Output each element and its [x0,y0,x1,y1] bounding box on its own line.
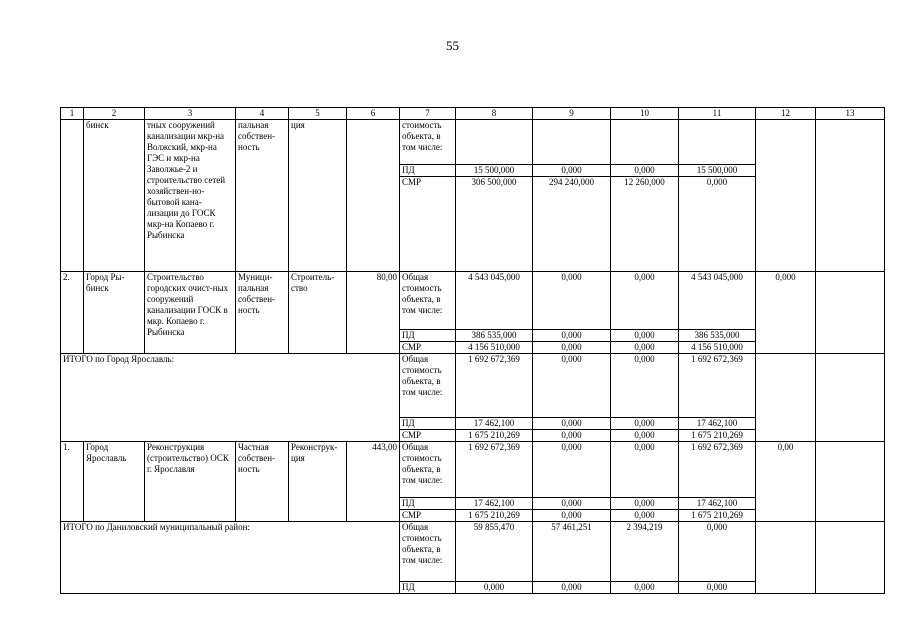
cost-label-cell: СМР [400,177,456,272]
ownership-cell: Муници-пальная собствен-ность [236,272,289,354]
cost-label-cell: СМР [400,430,456,442]
value-cell: 0,000 [533,418,611,430]
ownership-cell: пальная собствен-ность [236,120,289,272]
value-cell: 2 394,219 [611,522,679,582]
work-type-cell: Строитель-ство [289,272,347,354]
column-number: 13 [816,108,885,120]
value-cell [456,120,533,165]
value-cell: 0,000 [611,510,679,522]
capacity-cell: 80,00 [347,272,400,354]
value-cell [816,354,885,442]
value-cell: 1 675 210,269 [679,430,756,442]
value-cell [816,272,885,354]
cost-label-cell: Общая стоимость объекта, в том числе: [400,442,456,498]
column-number: 3 [145,108,236,120]
investment-objects-table [60,107,885,594]
value-cell [611,120,679,165]
column-number: 4 [236,108,289,120]
value-cell: 0,000 [679,582,756,594]
capacity-cell: 443,00 [347,442,400,522]
value-cell [679,120,756,165]
value-cell: 0,000 [533,354,611,418]
value-cell [816,442,885,522]
cost-label-cell: ПД [400,330,456,342]
row-number-cell [61,120,84,272]
value-cell: 57 461,251 [533,522,611,582]
value-cell: 0,000 [533,430,611,442]
value-cell: 294 240,000 [533,177,611,272]
subtotal-row [61,354,885,418]
value-cell: 0,000 [456,582,533,594]
value-cell: 0,000 [679,177,756,272]
subtotal-row [61,522,885,582]
column-number: 2 [84,108,145,120]
column-number: 11 [679,108,756,120]
value-cell: 1 675 210,269 [456,430,533,442]
municipality-cell: бинск [84,120,145,272]
table-row [61,442,885,498]
value-cell: 0,000 [611,354,679,418]
value-cell: 0,000 [611,442,679,498]
value-cell: 0,000 [533,498,611,510]
value-cell: 4 156 510,000 [679,342,756,354]
work-type-cell: ция [289,120,347,272]
value-cell: 1 692 672,369 [679,442,756,498]
value-cell: 0,000 [679,522,756,582]
value-cell: 0,000 [533,272,611,330]
value-cell [756,120,816,272]
value-cell: 386 535,000 [456,330,533,342]
value-cell: 0,000 [533,510,611,522]
column-number: 7 [400,108,456,120]
object-name-cell: тных сооружений канализации мкр-на Волжский, мкр-на ГЭС и мкр-на Заволжье-2 и строительство сетей хозяйствен-но-бытовой кана-лизации до ГОСК мкр-на Копаево г. Рыбинска [145,120,236,272]
cost-label-cell: СМР [400,510,456,522]
value-cell: 59 855,470 [456,522,533,582]
value-cell: 4 543 045,000 [679,272,756,330]
column-number: 8 [456,108,533,120]
column-number: 10 [611,108,679,120]
table-row [61,272,885,330]
work-type-cell: Реконструк-ция [289,442,347,522]
column-number: 5 [289,108,347,120]
value-cell: 0,000 [611,430,679,442]
cost-label-cell: стоимость объекта, в том числе: [400,120,456,165]
value-cell: 1 692 672,369 [679,354,756,418]
value-cell: 12 260,000 [611,177,679,272]
value-cell [533,120,611,165]
value-cell: 0,000 [533,582,611,594]
column-number: 6 [347,108,400,120]
table-row [61,120,885,165]
value-cell: 1 675 210,269 [679,510,756,522]
value-cell: 15 500,000 [456,165,533,177]
cost-label-cell: ПД [400,582,456,594]
municipality-cell: Город Ярославль [84,442,145,522]
value-cell: 0,000 [533,442,611,498]
value-cell: 0,000 [611,418,679,430]
value-cell: 0,000 [756,272,816,354]
cost-label-cell: ПД [400,165,456,177]
cost-label-cell: СМР [400,342,456,354]
value-cell: 4 543 045,000 [456,272,533,330]
value-cell: 17 462,100 [679,498,756,510]
value-cell: 0,000 [533,165,611,177]
value-cell [756,522,816,594]
value-cell: 15 500,000 [679,165,756,177]
cost-label-cell: Общая стоимость объекта, в том числе: [400,354,456,418]
value-cell: 0,000 [611,165,679,177]
value-cell: 4 156 510,000 [456,342,533,354]
cost-label-cell: Общая стоимость объекта, в том числе: [400,272,456,330]
ownership-cell: Частная собствен-ность [236,442,289,522]
column-number: 9 [533,108,611,120]
value-cell [816,522,885,594]
value-cell: 0,00 [756,442,816,522]
row-number-cell: 2. [61,272,84,354]
value-cell: 0,000 [533,330,611,342]
column-number: 1 [61,108,84,120]
value-cell: 386 535,000 [679,330,756,342]
value-cell: 0,000 [611,330,679,342]
cost-label-cell: ПД [400,498,456,510]
value-cell: 0,000 [533,342,611,354]
value-cell: 0,000 [611,272,679,330]
object-name-cell: Строительство городских очист-ных сооружений канализации ГОСК в мкр. Копаево г. Рыбинска [145,272,236,354]
cost-label-cell: ПД [400,418,456,430]
column-number-row [61,108,885,120]
value-cell: 0,000 [611,498,679,510]
object-name-cell: Реконструкция (строительство) ОСК г. Ярославля [145,442,236,522]
value-cell: 1 675 210,269 [456,510,533,522]
page-number: 55 [446,38,459,53]
value-cell: 17 462,100 [679,418,756,430]
cost-label-cell: Общая стоимость объекта, в том числе: [400,522,456,582]
value-cell: 0,000 [611,342,679,354]
value-cell: 17 462,100 [456,418,533,430]
subtotal-label: ИТОГО по Даниловский муниципальный район: [61,522,400,594]
row-number-cell: 1. [61,442,84,522]
capacity-cell [347,120,400,272]
column-number: 12 [756,108,816,120]
value-cell: 17 462,100 [456,498,533,510]
value-cell: 1 692 672,369 [456,442,533,498]
subtotal-label: ИТОГО по Город Ярославль: [61,354,400,442]
municipality-cell: Город Ры-бинск [84,272,145,354]
value-cell [756,354,816,442]
value-cell: 306 500,000 [456,177,533,272]
value-cell: 0,000 [611,582,679,594]
value-cell [816,120,885,272]
value-cell: 1 692 672,369 [456,354,533,418]
